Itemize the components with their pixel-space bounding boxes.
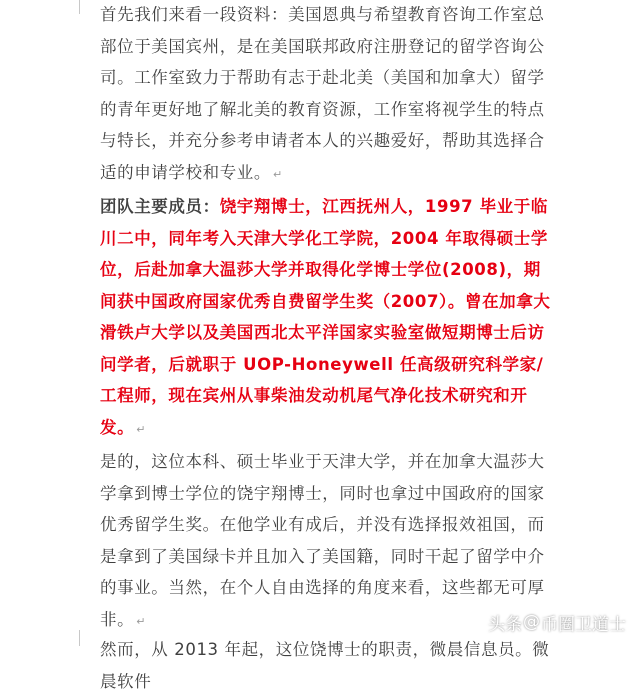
watermark-prefix: 头条 (488, 614, 522, 635)
watermark (488, 608, 626, 636)
paragraph-continuation-text: 然而，从 2013 年起，这位饶博士的职责，微晨信息员。微晨软件 (100, 640, 550, 691)
paragraph-intro-text: 首先我们来看一段资料：美国恩典与希望教育咨询工作室总部位于美国宾州，是在美国联邦政府注册登记的留学咨询公司。工作室致力于帮助有志于赴北美（美国和加拿大）留学的青年更好地了解北美的教育资源，工作室将视学生的特点与特长，并充分参考申请者本人的兴趣爱好，帮助其选择合适的申请学校和专业。 (100, 5, 545, 182)
at-icon: @ (523, 612, 540, 632)
team-members-label: 团队主要成员： (100, 197, 220, 216)
paragraph-intro (100, 0, 556, 190)
page-margin-rule-bottom (79, 630, 80, 646)
paragraph-continuation (100, 634, 556, 697)
team-members-bio: 饶宇翔博士，江西抚州人，1997 毕业于临川二中，同年考入天津大学化工学院，2004 年取得硕士学位，后赴加拿大温莎大学并取得化学博士学位(2008)，期间获中国政府国家优秀自费留学生奖（2007）。曾在加拿大滑铁卢大学以及美国西北太平洋国家实验室做短期博士后访问学者，后就职于 UOP-Honeywell 任高级研究科学家/工程师，现在宾州从事柴油发动机尾气净化技术研究和开发。 (100, 197, 551, 437)
paragraph-mark-icon: ↵ (273, 167, 283, 181)
paragraph-commentary-text: 是的，这位本科、硕士毕业于天津大学，并在加拿大温莎大学拿到博士学位的饶宇翔博士，同时也拿过中国政府的国家优秀留学生奖。在他学业有成后，并没有选择报效祖国，而是拿到了美国绿卡并且加入了美国籍，同时干起了留学中介的事业。当然，在个人自由选择的角度来看，这些都无可厚非。 (100, 452, 545, 629)
page-margin-rule-top (79, 0, 80, 14)
paragraph-mark-icon: ↵ (136, 614, 147, 628)
paragraph-team-members (100, 191, 556, 445)
watermark-name: 币圈卫道士 (541, 614, 626, 635)
paragraph-mark-icon: ↵ (136, 422, 147, 436)
